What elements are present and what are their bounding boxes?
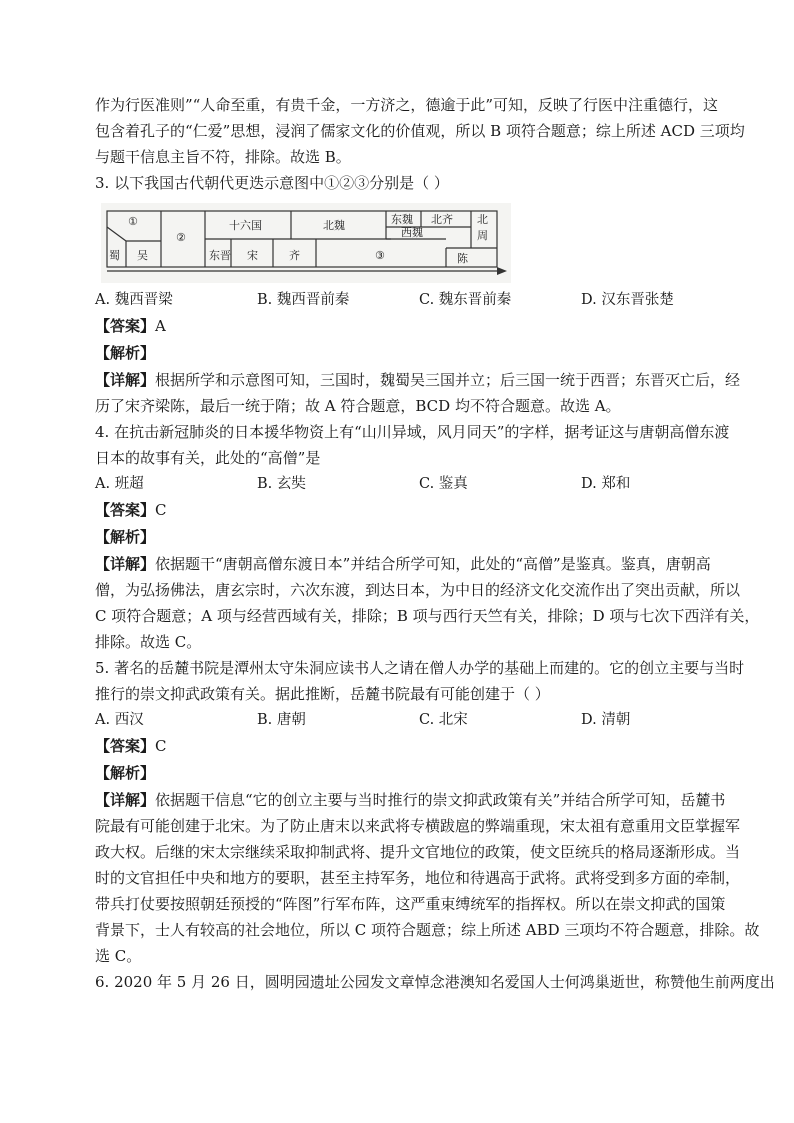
diagram-label-shu: 蜀 (109, 249, 120, 262)
diagram-label-xiwei: 西魏 (401, 226, 423, 239)
diagram-label-zhou: 周 (477, 229, 488, 242)
diagram-label-3: ③ (375, 249, 385, 262)
q3-option-a: A. 魏西晋梁 (95, 292, 173, 308)
diagram-label-wu: 吴 (137, 249, 148, 262)
exam-page (95, 92, 775, 995)
q4-answer-line (95, 497, 705, 524)
q3-stem: 3. 以下我国古代朝代更迭示意图中①②③分别是（ ） (95, 174, 449, 192)
q2-text-line-1: 作为行医准则”“人命至重，有贵千金，一方济之，德逾于此”可知，反映了行医中注重德行，这 (95, 96, 719, 114)
q4-options (95, 471, 705, 497)
q5-detail-line-2: 院最有可能创建于北宋。为了防止唐末以来武将专横跋扈的弊端重现，宋太祖有意重用文臣掌握军 (95, 817, 741, 835)
diagram-label-beiwei: 北魏 (323, 219, 345, 232)
detail-tag: 【详解】 (95, 555, 156, 573)
q5-detail-line-6: 背景下，士人有较高的社会地位，所以 C 项符合题意；综上所述 ABD 三项均不符合题意，排除。故 (95, 921, 760, 939)
diagram-label-qi: 齐 (289, 249, 300, 262)
q4-stem-line-1: 4. 在抗击新冠肺炎的日本援华物资上有“山川异域，风月同天”的字样，据考证这与唐朝高僧东渡 (95, 423, 730, 441)
q5-option-d: D. 清朝 (581, 712, 631, 728)
q4-analysis-line (95, 524, 705, 551)
detail-tag: 【详解】 (95, 791, 156, 809)
q5-answer-line (95, 733, 705, 760)
answer-tag: 【答案】 (95, 501, 156, 519)
q4-detail-line-3: C 项符合题意；A 项与经营西域有关，排除；B 项与西行天竺有关，排除；D 项与七次下西洋有关， (95, 607, 760, 625)
q5-detail-text-1: 依据题干信息“它的创立主要与当时推行的崇文抑武政策有关”并结合所学可知，岳麓书 (155, 791, 726, 809)
q4-option-c: C. 鉴真 (419, 476, 468, 492)
diagram-label-beiqi: 北齐 (431, 213, 453, 226)
q3-detail-line-1 (95, 367, 741, 393)
q3-option-c: C. 魏东晋前秦 (419, 292, 512, 308)
analysis-tag: 【解析】 (95, 344, 156, 362)
answer-tag: 【答案】 (95, 317, 156, 335)
dynasty-diagram (101, 203, 511, 283)
q4-detail-line-2: 僧，为弘扬佛法，唐玄宗时，六次东渡，到达日本，为中日的经济文化交流作出了突出贡献，所以 (95, 581, 741, 599)
diagram-label-shiliuguo: 十六国 (229, 219, 262, 232)
q4-stem-line-2: 日本的故事有关，此处的“高僧”是 (95, 449, 321, 467)
detail-tag: 【详解】 (95, 371, 156, 389)
q5-option-b: B. 唐朝 (257, 712, 306, 728)
q3-answer: A (155, 317, 166, 335)
q4-detail-line-4: 排除。故选 C。 (95, 633, 202, 651)
q5-detail-line-1 (95, 787, 726, 813)
diagram-label-bei: 北 (477, 213, 488, 226)
answer-tag: 【答案】 (95, 737, 156, 755)
q5-stem-line-2: 推行的崇文抑武政策有关。据此推断，岳麓书院最有可能创建于（ ） (95, 685, 550, 703)
q5-detail-line-3: 政大权。后继的宋太宗继续采取抑制武将、提升文官地位的政策，使文臣统兵的格局逐渐形成。当 (95, 843, 741, 861)
q5-stem-line-1: 5. 著名的岳麓书院是潭州太守朱洞应读书人之请在僧人办学的基础上而建的。它的创立主要与当时 (95, 659, 745, 677)
diagram-label-dongjin: 东晋 (209, 249, 231, 262)
q3-option-d: D. 汉东晋张楚 (581, 292, 674, 308)
diagram-label-dongwei: 东魏 (391, 213, 413, 226)
q5-detail-line-4: 时的文官担任中央和地方的要职，甚至主持军务，地位和待遇高于武将。武将受到多方面的牵制， (95, 869, 741, 887)
q4-detail-line-1 (95, 551, 711, 577)
q5-option-c: C. 北宋 (419, 712, 468, 728)
q3-analysis-line (95, 340, 705, 367)
diagram-label-song: 宋 (247, 249, 258, 262)
q4-detail-text-1: 依据题干“唐朝高僧东渡日本”并结合所学可知，此处的“高僧”是鉴真。鉴真，唐朝高 (155, 555, 711, 573)
q4-option-d: D. 郑和 (581, 476, 631, 492)
q3-detail-text-1: 根据所学和示意图可知，三国时，魏蜀吴三国并立；后三国一统于西晋；东晋灭亡后，经 (155, 371, 741, 389)
q3-answer-line (95, 313, 705, 340)
q5-detail-line-5: 带兵打仗要按照朝廷预授的“阵图”行军布阵，这严重束缚统军的指挥权。所以在崇文抑武的国策 (95, 895, 726, 913)
q5-detail-line-7: 选 C。 (95, 947, 142, 965)
q2-text-line-2: 包含着孔子的“仁爱”思想，浸润了儒家文化的价值观，所以 B 项符合题意；综上所述 ACD 三项均 (95, 122, 745, 140)
q3-detail-line-2: 历了宋齐梁陈，最后一统于隋；故 A 符合题意，BCD 均不符合题意。故选 A。 (95, 397, 621, 415)
q2-text-line-3: 与题干信息主旨不符，排除。故选 B。 (95, 148, 351, 166)
q6-stem-line-1: 6. 2020 年 5 月 26 日，圆明园遗址公园发文章悼念港澳知名爱国人士何鸿巢逝世，称赞他生前两度出 (95, 973, 775, 991)
q3-options (95, 287, 705, 313)
q3-option-b: B. 魏西晋前秦 (257, 292, 350, 308)
q5-answer: C (155, 737, 167, 755)
q5-options (95, 707, 705, 733)
diagram-label-chen: 陈 (457, 252, 468, 265)
diagram-label-1: ① (128, 215, 138, 228)
q4-option-a: A. 班超 (95, 476, 144, 492)
dynasty-diagram-svg (101, 203, 511, 283)
diagram-label-2: ② (176, 231, 186, 244)
q4-option-b: B. 玄奘 (257, 476, 306, 492)
q4-answer: C (155, 501, 167, 519)
q5-analysis-line (95, 760, 705, 787)
analysis-tag: 【解析】 (95, 528, 156, 546)
analysis-tag: 【解析】 (95, 764, 156, 782)
q5-option-a: A. 西汉 (95, 712, 144, 728)
